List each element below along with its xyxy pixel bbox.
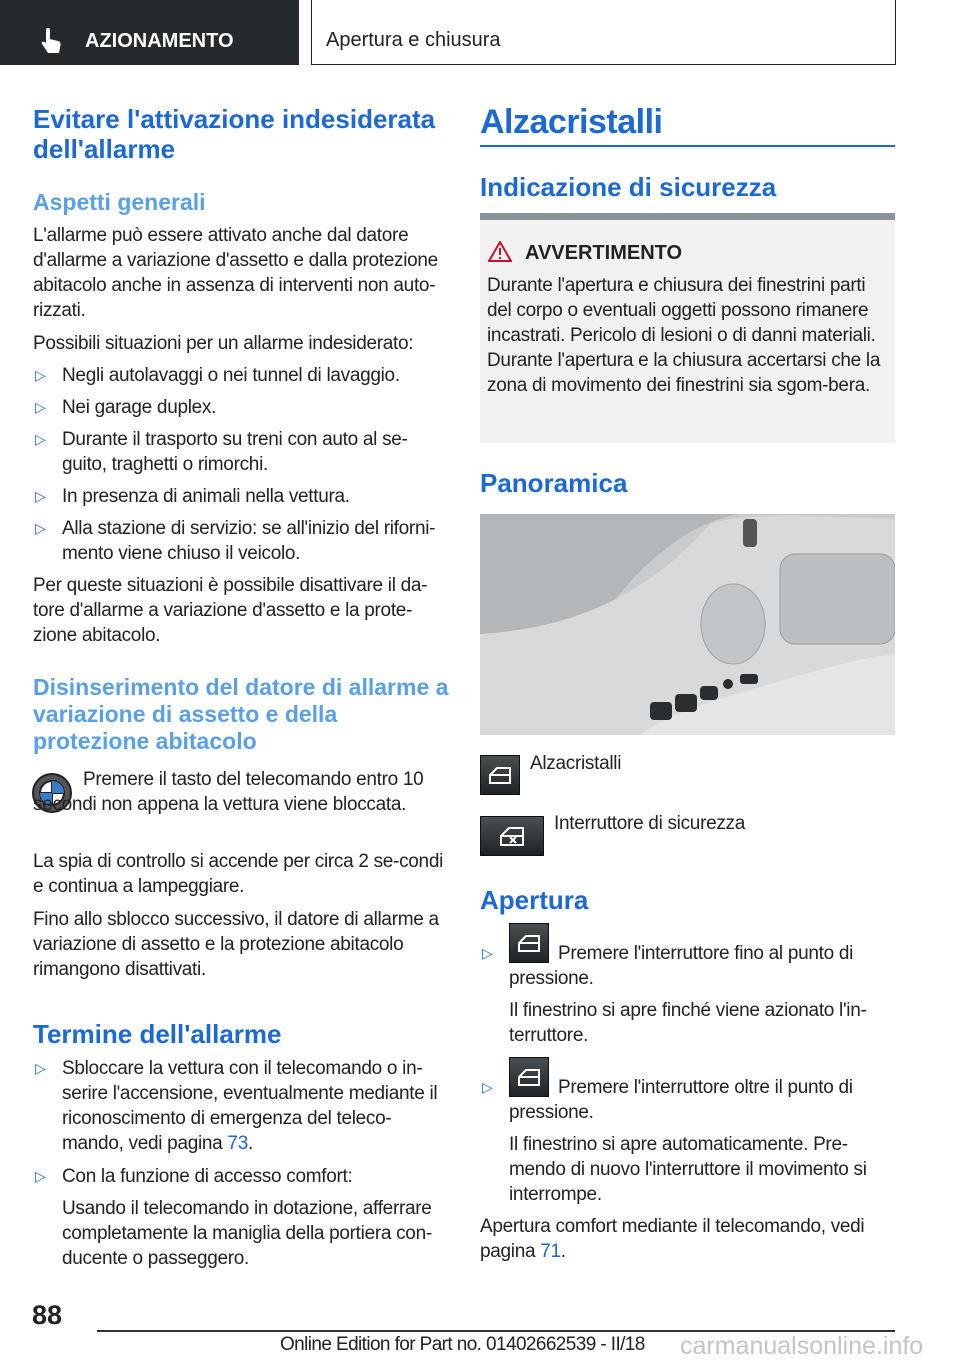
list-item-text: Premere l'interruttore oltre il punto di pressione.	[509, 1077, 853, 1123]
paragraph: Per queste situazioni è possibile disattivare il da-tore d'allarme a variazione d'assetto e la prote-zione abitacolo.	[33, 575, 428, 646]
list-item-text: In presenza di animali nella vettura.	[62, 486, 350, 507]
bullet-triangle-icon: ▷	[35, 520, 46, 536]
chapter-tab	[311, 0, 896, 65]
warning-text: Durante l'apertura e chiusura dei finestrini parti del corpo o eventuali oggetti possono rimanere incastrati. Pericolo di lesioni o di danni materiali. Durante l'apertura e la chiusura accertarsi che la zona di movimento dei finestrini sia sgom-bera.	[487, 275, 881, 396]
paragraph: L'allarme può essere attivato anche dal datore d'allarme a variazione d'assetto e dalla protezione abitacolo anche in assenza di interventi non auto-rizzati.	[33, 225, 438, 321]
list-item	[33, 1164, 448, 1189]
edition-note: Online Edition for Part no. 01402662539 - II/18	[280, 1334, 645, 1355]
paragraph: Possibili situazioni per un allarme indesiderato:	[33, 333, 414, 354]
list-item-text: Negli autolavaggi o nei tunnel di lavaggio.	[62, 365, 400, 386]
warning-triangle-icon	[488, 241, 512, 262]
heading-disable: Disinserimento del datore di allarme a variazione di assetto e della protezione abitacolo	[33, 674, 449, 754]
legend-label: Interruttore di sicurezza	[554, 813, 746, 834]
hand-pointer-icon	[40, 28, 64, 54]
paragraph	[33, 767, 451, 817]
paragraph-text: Apertura comfort mediante il telecomando, vedi pagina	[480, 1216, 865, 1262]
list-item	[33, 363, 448, 388]
bullet-triangle-icon: ▷	[35, 399, 46, 415]
bullet-triangle-icon: ▷	[482, 945, 493, 961]
bullet-triangle-icon: ▷	[35, 1060, 46, 1076]
page-number: 88	[32, 1300, 63, 1330]
heading-general: Aspetti generali	[33, 189, 206, 215]
warning-box	[480, 213, 895, 443]
title-rule	[480, 145, 895, 147]
paragraph: Apertura comfort mediante il telecomando, vedi pagina 71.	[480, 1216, 865, 1262]
page-link[interactable]: 73	[227, 1133, 248, 1154]
list-item	[33, 395, 448, 420]
paragraph: Il finestrino si apre finché viene azionato l'in-terruttore.	[509, 1000, 867, 1046]
list-item	[33, 516, 448, 566]
heading-avoid-alarm: Evitare l'attivazione indesiderata dell'allarme	[33, 104, 436, 164]
list-item-text: Con la funzione di accesso comfort:	[62, 1166, 353, 1187]
heading-end-alarm: Termine dell'allarme	[33, 1019, 282, 1049]
legend-label: Alzacristalli	[530, 753, 622, 774]
paragraph: Usando il telecomando in dotazione, afferrare completamente la maniglia della portiera con-ducente o passeggero.	[62, 1198, 432, 1269]
list-item	[33, 484, 448, 509]
list-item-text: Premere l'interruttore fino al punto di pressione.	[509, 943, 854, 989]
list-item	[33, 427, 448, 477]
list-item-text: Durante il trasporto su treni con auto al se-guito, traghetti o rimorchi.	[62, 429, 408, 475]
paragraph: Il finestrino si apre automaticamente. Pre-mendo di nuovo l'interruttore il movimento si interrompe.	[509, 1134, 867, 1205]
paragraph-text: Premere il tasto del telecomando entro 10 secondi non appena la vettura viene bloccata.	[33, 769, 424, 815]
window-switch-icon	[509, 1057, 549, 1097]
page-link[interactable]: 71	[540, 1241, 561, 1262]
paragraph: La spia di controllo si accende per circa 2 se-condi e continua a lampeggiare.	[33, 851, 444, 897]
section-title: AZIONAMENTO	[85, 30, 234, 52]
list-item-text: Nei garage duplex.	[62, 397, 217, 418]
list-item: ▷ Sbloccare la vettura con il telecomando o in-serire l'accensione, eventualmente mediante il riconoscimento di emergenza del teleco-mando, vedi pagina 73.	[35, 1058, 438, 1154]
safety-switch-icon	[480, 816, 544, 856]
bullet-triangle-icon: ▷	[482, 1079, 493, 1095]
heading-opening: Apertura	[480, 885, 589, 915]
window-switch-icon	[509, 923, 549, 963]
list-item-text: Alla stazione di servizio: se all'inizio del riforni-mento viene chiuso il veicolo.	[62, 518, 436, 564]
heading-safety: Indicazione di sicurezza	[480, 172, 777, 202]
page-title: Alzacristalli	[480, 103, 663, 141]
door-panel-image	[480, 514, 895, 735]
bullet-triangle-icon: ▷	[35, 367, 46, 383]
bullet-triangle-icon: ▷	[35, 1168, 46, 1184]
list-item-text: Sbloccare la vettura con il telecomando o in-serire l'accensione, eventualmente mediante il riconoscimento di emergenza del teleco-mando, vedi pagina	[62, 1058, 438, 1154]
warning-title: AVVERTIMENTO	[525, 242, 683, 264]
chapter-title: Apertura e chiusura	[326, 29, 501, 51]
watermark: carmanualsonline.info	[680, 1332, 924, 1360]
section-tab	[0, 0, 299, 65]
bullet-triangle-icon: ▷	[35, 488, 46, 504]
heading-overview: Panoramica	[480, 468, 628, 498]
window-switch-icon	[480, 755, 520, 795]
paragraph: Fino allo sblocco successivo, il datore di allarme a variazione di assetto e la protezione abitacolo rimangono disattivati.	[33, 909, 439, 980]
bullet-triangle-icon: ▷	[35, 431, 46, 447]
